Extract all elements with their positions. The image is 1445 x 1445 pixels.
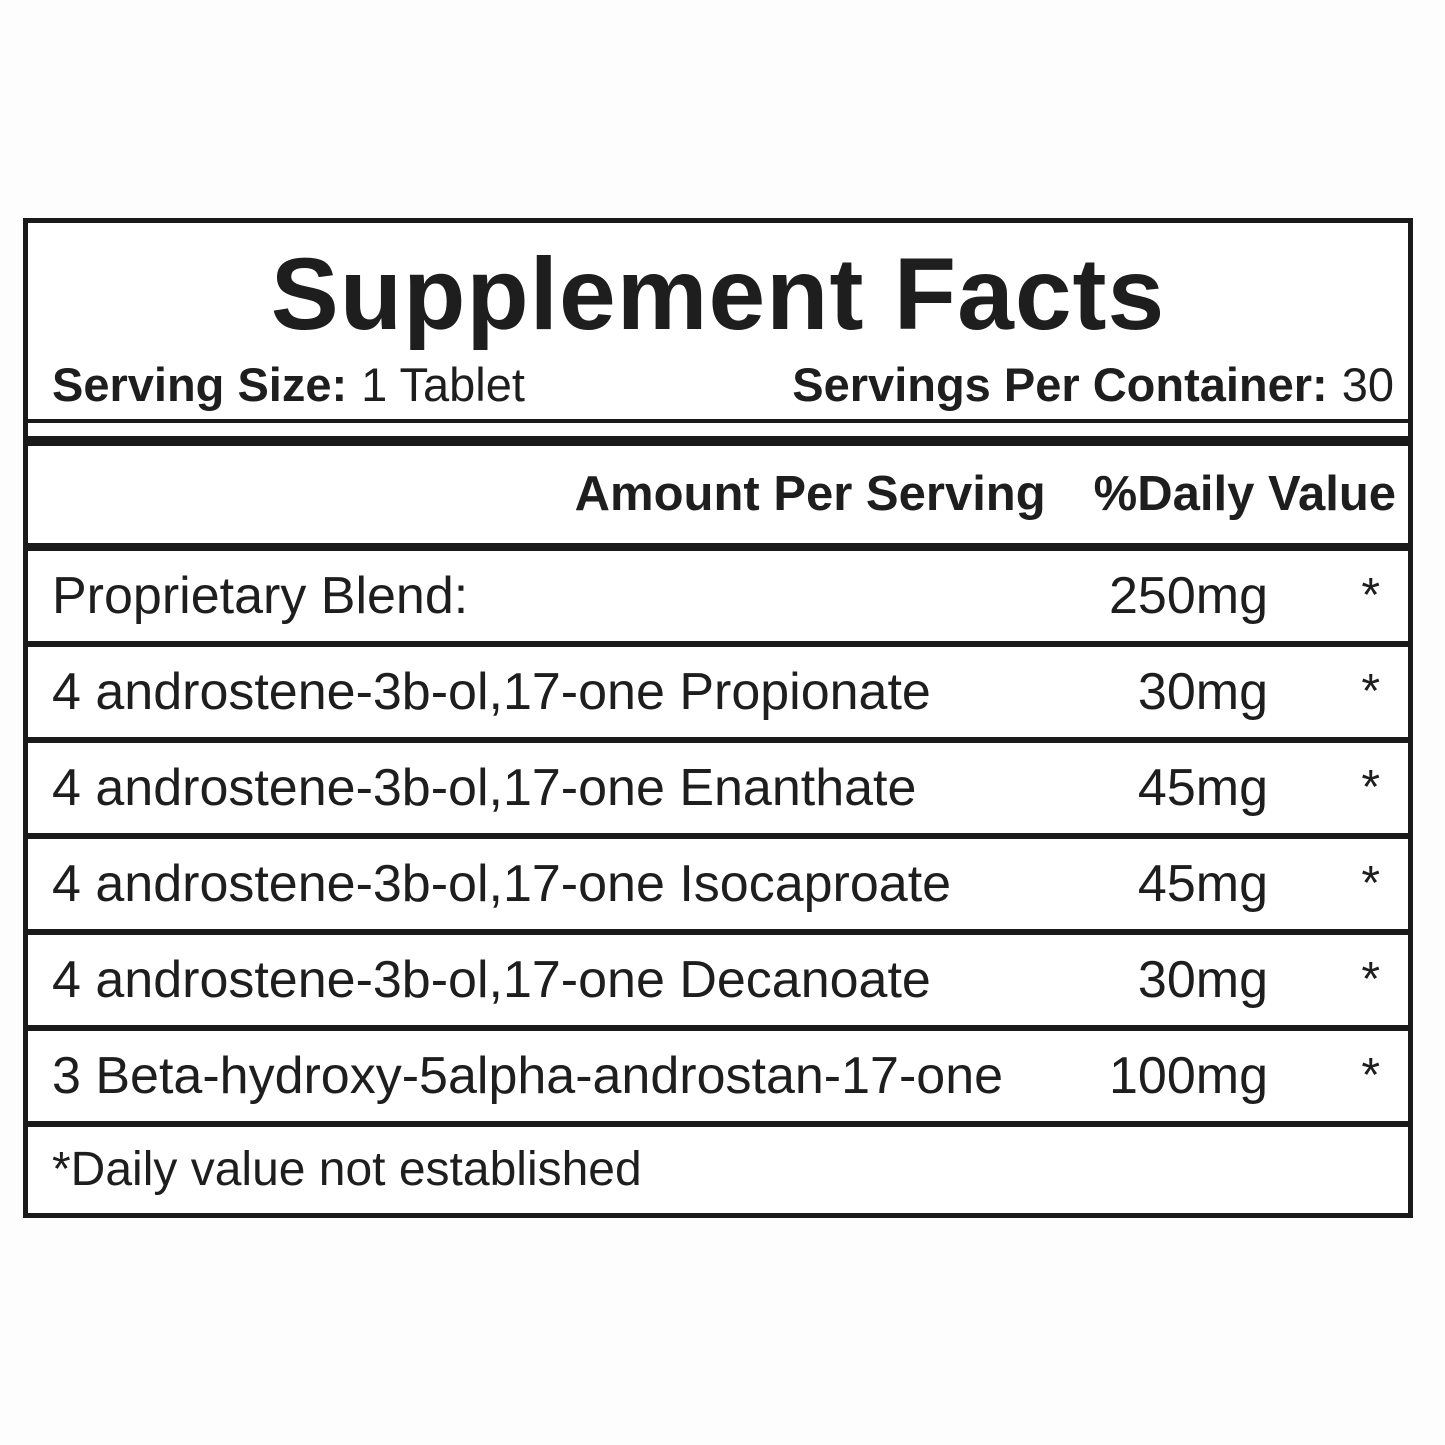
amount-per-serving-header: Amount Per Serving xyxy=(574,467,1046,522)
daily-value-header: %Daily Value xyxy=(1093,467,1396,522)
ingredient-daily-value: * xyxy=(1361,761,1380,815)
rule-gap xyxy=(28,423,1408,436)
ingredient-amount: 30mg xyxy=(1137,950,1268,1009)
serving-size xyxy=(52,359,525,411)
serving-size-label: Serving Size: xyxy=(52,358,348,411)
table-row xyxy=(28,839,1408,935)
ingredient-daily-value: * xyxy=(1361,953,1380,1007)
thick-divider-bar xyxy=(28,436,1408,446)
ingredient-amount: 100mg xyxy=(1109,1046,1268,1105)
ingredient-name: Proprietary Blend: xyxy=(52,566,469,625)
ingredient-name: 3 Beta-hydroxy-5alpha-androstan-17-one xyxy=(52,1046,1004,1105)
servings-per-container-label: Servings Per Container: xyxy=(792,358,1328,411)
ingredient-name: 4 androstene-3b-ol,17-one Decanoate xyxy=(52,950,931,1009)
ingredient-amount: 30mg xyxy=(1137,662,1268,721)
servings-per-container xyxy=(792,359,1394,411)
ingredient-daily-value: * xyxy=(1361,569,1380,623)
table-row xyxy=(28,551,1408,647)
ingredient-name: 4 androstene-3b-ol,17-one Isocaproate xyxy=(52,854,952,913)
ingredient-amount: 250mg xyxy=(1109,566,1268,625)
supplement-facts-panel xyxy=(23,218,1413,1218)
table-row xyxy=(28,743,1408,839)
table-row xyxy=(28,647,1408,743)
supplement-facts-title: Supplement Facts xyxy=(270,237,1166,351)
table-row xyxy=(28,935,1408,1031)
serving-info-row xyxy=(28,359,1408,423)
daily-value-footnote: *Daily value not established xyxy=(52,1143,642,1197)
ingredient-amount: 45mg xyxy=(1137,854,1268,913)
table-row xyxy=(28,1031,1408,1127)
ingredient-daily-value: * xyxy=(1361,857,1380,911)
ingredient-name: 4 androstene-3b-ol,17-one Enanthate xyxy=(52,758,917,817)
servings-per-container-value: 30 xyxy=(1341,358,1394,411)
ingredient-daily-value: * xyxy=(1361,1049,1380,1103)
serving-size-value: 1 Tablet xyxy=(361,358,525,411)
table-header-row xyxy=(28,446,1408,551)
ingredient-daily-value: * xyxy=(1361,665,1380,719)
ingredient-name: 4 androstene-3b-ol,17-one Propionate xyxy=(52,662,931,721)
ingredient-amount: 45mg xyxy=(1137,758,1268,817)
